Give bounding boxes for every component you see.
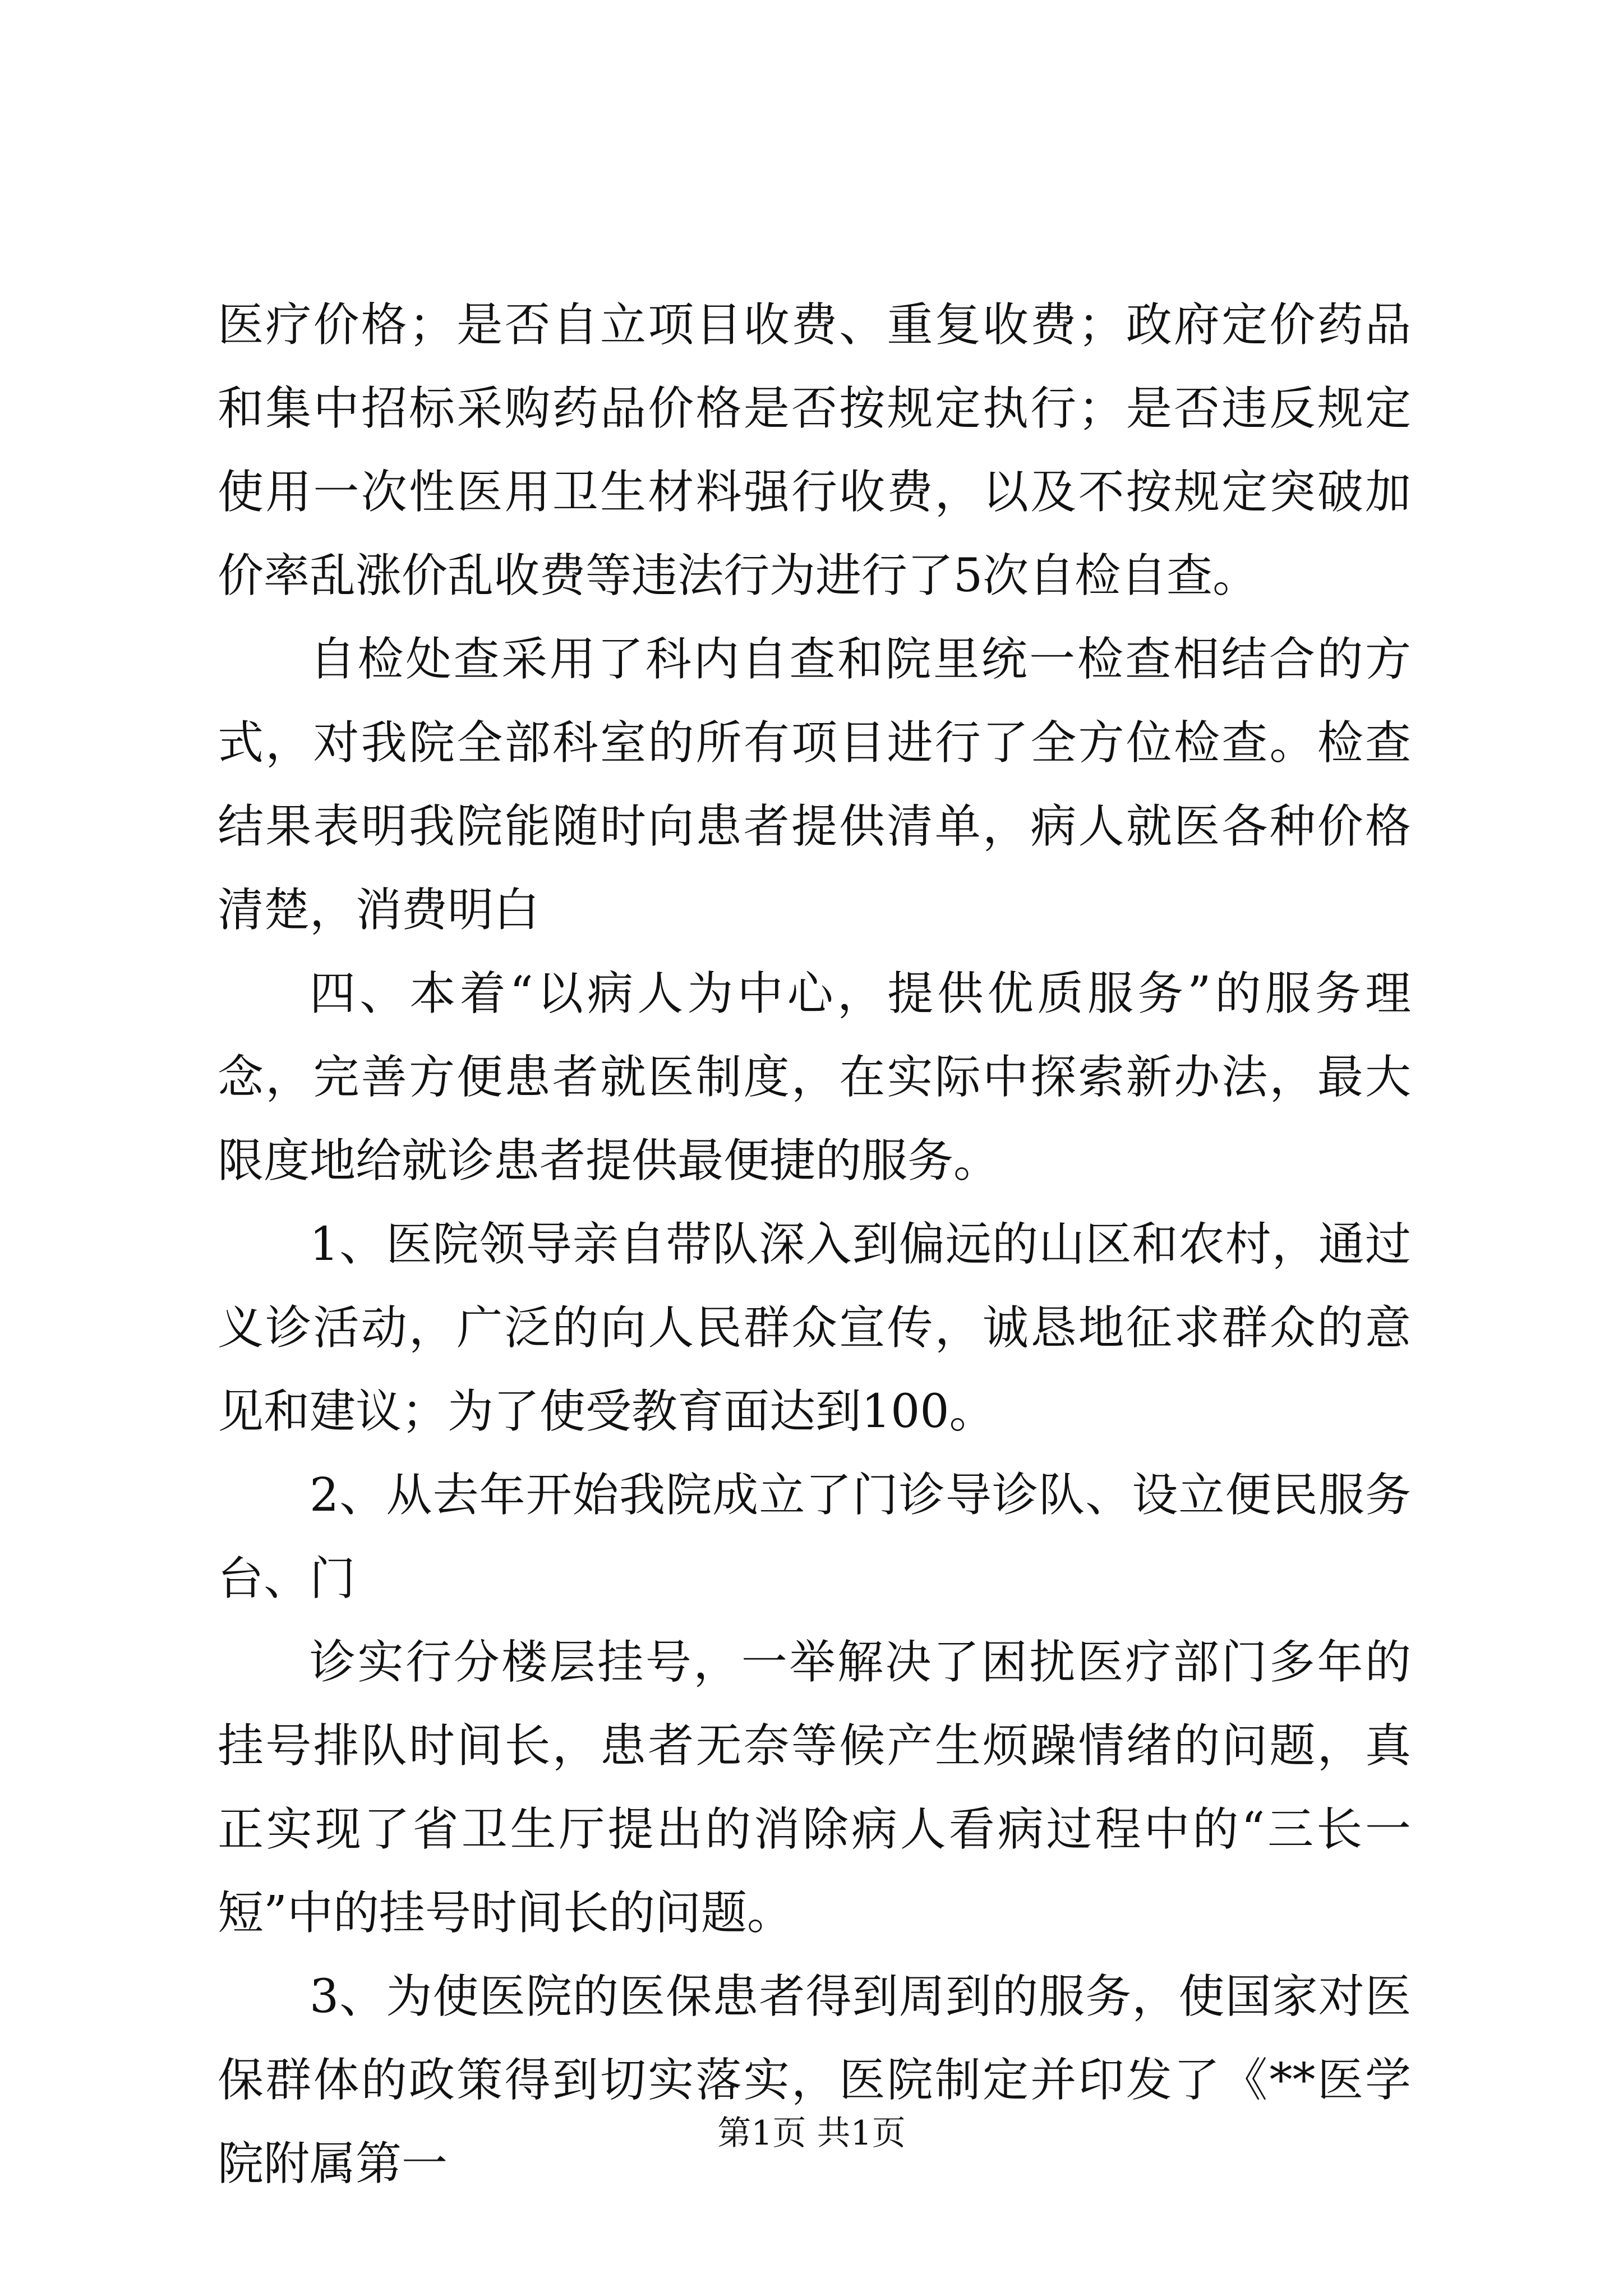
paragraph-item-3: 3、为使医院的医保患者得到周到的服务，使国家对医保群体的政策得到切实落实，医院制定并印发了《**医学院附属第一 [218, 1970, 1411, 2191]
paragraph-item-2: 2、从去年开始我院成立了门诊导诊队、设立便民服务台、门 [218, 1469, 1411, 1605]
page-footer: 第1页 共1页 [717, 2114, 906, 2153]
paragraph-item-2-continued: 诊实行分楼层挂号，一举解决了困扰医疗部门多年的挂号排队时间长，患者无奈等候产生烦躁情绪的问题，真正实现了省卫生厅提出的消除病人看病过程中的“三长一短”中的挂号时间长的问题。 [218, 1636, 1411, 1940]
paragraph-section-four: 四、本着“以病人为中心，提供优质服务”的服务理念，完善方便患者就医制度，在实际中探索新办法，最大限度地给就诊患者提供最便捷的服务。 [218, 967, 1411, 1188]
paragraph-price-check: 医疗价格；是否自立项目收费、重复收费；政府定价药品和集中招标采购药品价格是否按规定执行；是否违反规定使用一次性医用卫生材料强行收费，以及不按规定突破加价率乱涨价乱收费等违法行为进行了5次自检自查。 [218, 298, 1411, 602]
document-body [218, 283, 1411, 2206]
paragraph-self-inspection: 自检处查采用了科内自查和院里统一检查相结合的方式，对我院全部科室的所有项目进行了全方位检查。检查结果表明我院能随时向患者提供清单，病人就医各种价格清楚，消费明白 [218, 633, 1411, 937]
paragraph-item-1: 1、医院领导亲自带队深入到偏远的山区和农村，通过义诊活动，广泛的向人民群众宣传，诚恳地征求群众的意见和建议；为了使受教育面达到100。 [218, 1218, 1411, 1438]
